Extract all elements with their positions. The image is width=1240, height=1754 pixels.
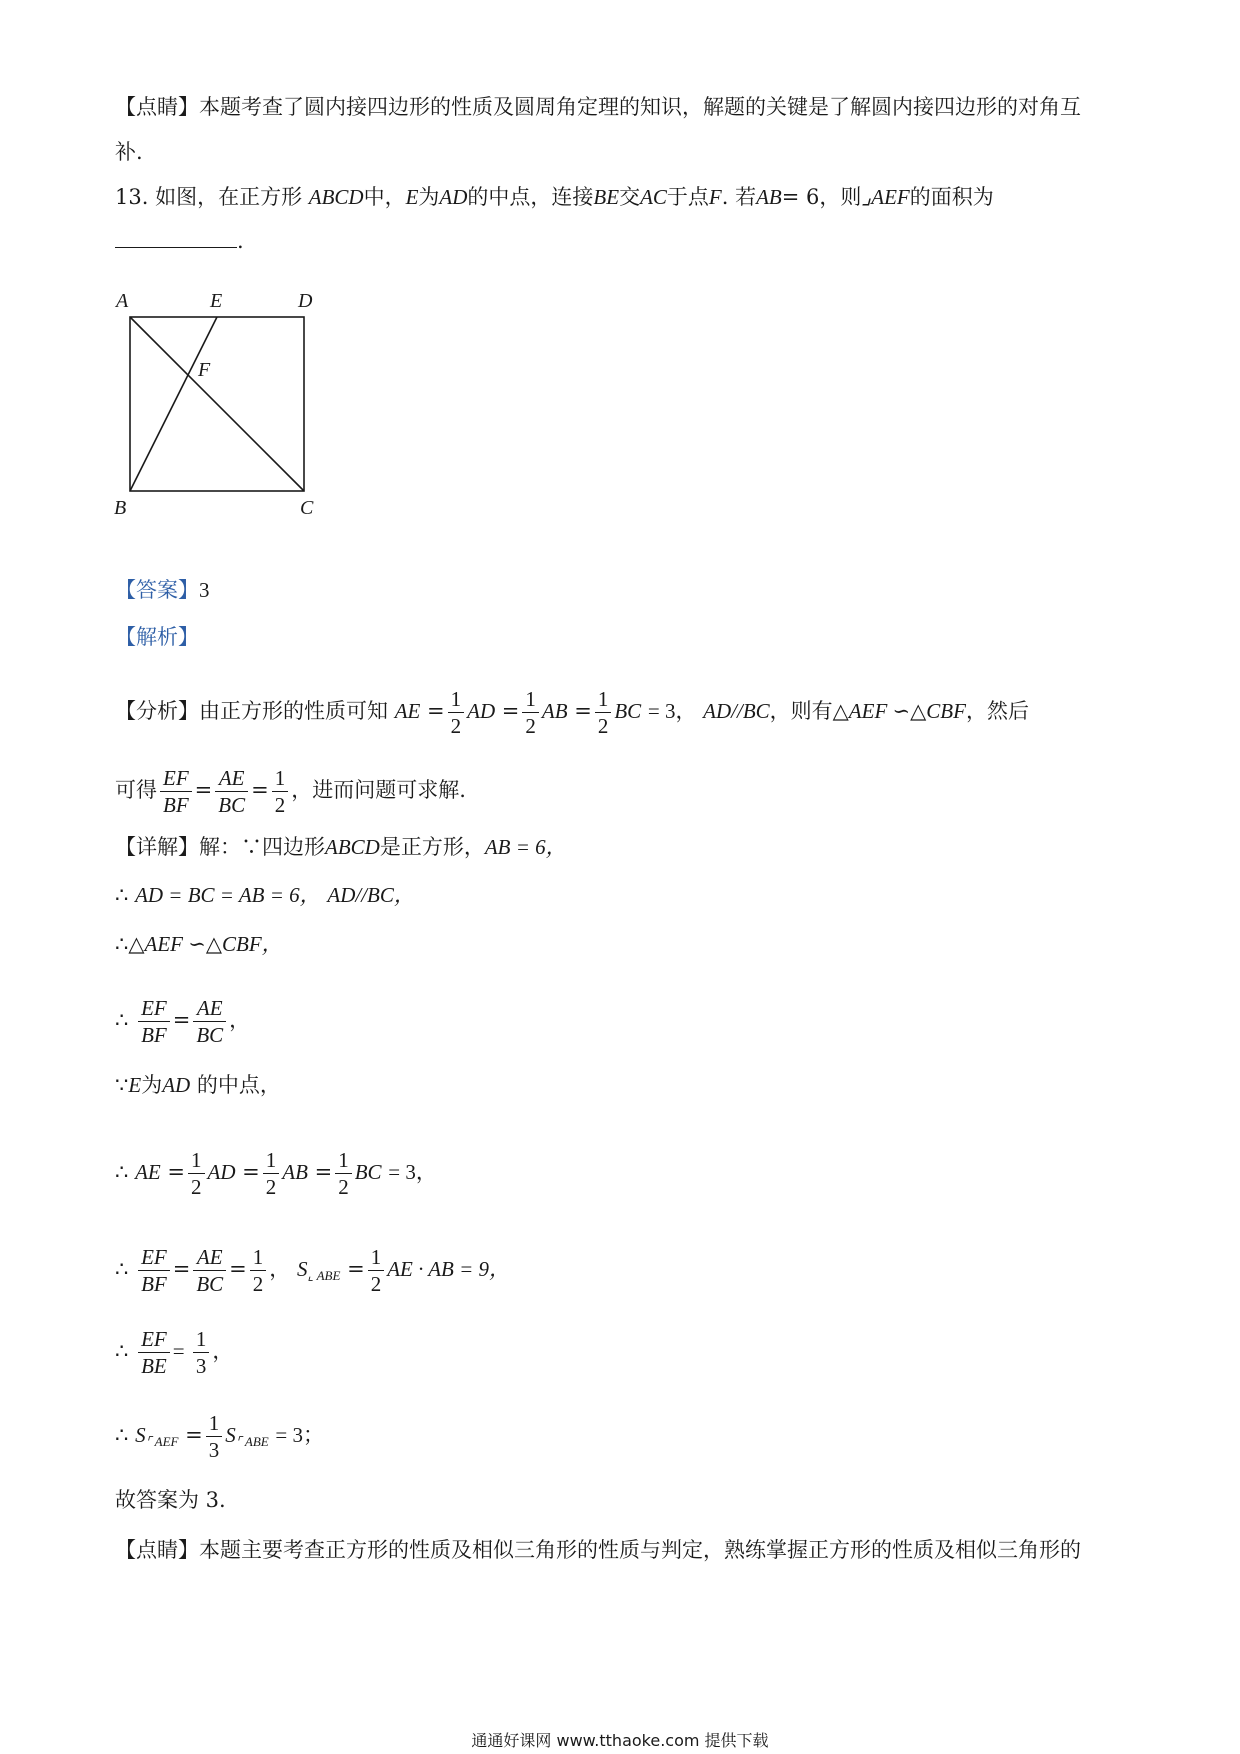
question-text: 的中点，连接 — [467, 185, 594, 209]
fraction — [368, 1244, 385, 1297]
analysis-line-1: 【分析】由正方形的性质可知 AE = $\frac{1}{2}$ AD = $\frac{1}{2}$ AB = $\frac{1}{2}$ BC = 3， AD//BC，则有△AEF ∽△CBF，然后 — [115, 687, 1029, 738]
prev-note-text-2: 补. — [115, 140, 143, 164]
summary-line — [115, 1535, 1081, 1565]
denominator: 2 — [525, 714, 536, 738]
area-subscript: ⌜ ABE — [235, 1434, 269, 1449]
area-symbol: S — [225, 1423, 236, 1447]
detail-text: 解：∵四边形 — [199, 835, 325, 859]
denominator: BF — [163, 793, 189, 817]
therefore-symbol: ∴ — [115, 1423, 129, 1447]
numerator: 1 — [448, 686, 465, 713]
analysis-text: 可得 — [115, 778, 157, 802]
label-c: C — [300, 497, 314, 519]
denominator: 2 — [252, 1272, 264, 1296]
fraction — [193, 1244, 226, 1297]
question-text: . 若 — [721, 185, 757, 209]
area-symbol: S — [296, 1257, 308, 1281]
numerator: 1 — [595, 686, 612, 713]
fraction — [138, 1244, 170, 1297]
fraction — [272, 765, 289, 818]
square-figure — [100, 282, 340, 522]
numerator: 1 — [188, 1147, 205, 1174]
therefore-symbol: ∴ — [115, 883, 129, 907]
label-e: E — [210, 290, 223, 312]
therefore-symbol: ∴ — [115, 1339, 129, 1363]
detail-line-8 — [115, 1326, 233, 1379]
math-parallel: AD//BC， — [327, 883, 415, 907]
area-subscript: ⌜ AEF — [145, 1434, 179, 1449]
analysis-text: ，则有 — [769, 699, 833, 723]
equals-three: = 3； — [275, 1423, 324, 1447]
analysis-text: ，然后 — [965, 699, 1029, 723]
answer-value: 3 — [199, 578, 210, 602]
summary-tag: 【点睛】 — [115, 1538, 199, 1562]
fraction — [448, 686, 465, 739]
math-ad: AD — [439, 185, 468, 209]
equals-three: = 3， — [388, 1160, 437, 1184]
math-be: BE — [593, 185, 620, 209]
numerator: 1 — [193, 1326, 210, 1353]
denominator: 2 — [597, 714, 609, 738]
detail-tag: 【详解】 — [115, 835, 199, 859]
numerator: 1 — [335, 1147, 352, 1174]
blank-period: . — [237, 229, 244, 253]
math-parallel: AD//BC — [703, 699, 770, 723]
segment-be — [130, 317, 217, 491]
math-product: AE · AB = 9， — [387, 1257, 511, 1281]
math-e: E — [128, 1073, 142, 1097]
math-ae: AE — [135, 1160, 161, 1184]
analysis-sub-tag: 【分析】 — [115, 699, 199, 723]
denominator: 2 — [338, 1175, 349, 1199]
because-symbol: ∵ — [115, 1073, 129, 1097]
question-text: = 6，则 — [781, 185, 862, 209]
fraction — [193, 1326, 210, 1379]
math-bc: BC — [614, 699, 642, 723]
denominator: BC — [196, 1023, 224, 1047]
fraction — [595, 686, 612, 739]
analysis-text: 由正方形的性质可知 — [199, 699, 388, 723]
denominator: BC — [196, 1272, 224, 1296]
denominator: BF — [141, 1272, 167, 1296]
fraction — [138, 995, 170, 1048]
comma: ， — [269, 1257, 291, 1281]
math-similar: △AEF ∽△CBF， — [128, 932, 283, 956]
denominator: 2 — [191, 1175, 202, 1199]
math-abcd: ABCD — [308, 185, 364, 209]
numerator: AE — [193, 1244, 226, 1271]
math-ac: AC — [640, 185, 667, 209]
denominator: 3 — [195, 1354, 207, 1378]
math-ad: AD — [162, 1073, 191, 1097]
therefore-symbol: ∴ — [115, 1257, 129, 1281]
math-ab: AB — [756, 185, 782, 209]
denominator: 2 — [370, 1272, 382, 1296]
therefore-symbol: ∴ — [115, 1160, 129, 1184]
detail-text: 为 — [141, 1073, 163, 1097]
question-text: 为 — [418, 185, 440, 209]
denominator: BC — [218, 793, 246, 817]
math-ad: AD — [207, 1160, 236, 1184]
detail-line-9: ∴ $S_{⌜ AEF}$ = $\frac{1}{3}$ $S_{⌜ ABE} = 3$； — [115, 1411, 324, 1462]
detail-line-4: ∴ $\frac{EF}{BF}$ = $\frac{AE}{BC}$ ， — [115, 996, 251, 1047]
equals: = — [172, 1339, 190, 1363]
fraction — [206, 1410, 223, 1463]
math-ab: AB — [282, 1160, 308, 1184]
detail-line-3 — [115, 929, 283, 959]
detail-line-1 — [115, 832, 567, 862]
equals-three: = 3， — [647, 699, 697, 723]
label-a: A — [116, 290, 129, 312]
label-d: D — [298, 290, 313, 312]
answer-blank — [115, 227, 237, 248]
question-text: 的面积为 — [909, 185, 994, 209]
math-e: E — [405, 185, 419, 209]
fraction — [138, 1326, 170, 1379]
denominator: 2 — [274, 793, 286, 817]
math-bc: BC — [354, 1160, 382, 1184]
fraction — [188, 1147, 205, 1200]
label-b: B — [114, 497, 127, 519]
numerator: 1 — [522, 686, 539, 713]
analysis-tag: 【解析】 — [115, 625, 199, 649]
analysis-heading — [115, 622, 199, 652]
area-symbol: S — [135, 1423, 146, 1447]
answer-tag: 【答案】 — [115, 578, 199, 602]
fraction — [335, 1147, 352, 1200]
answer-blank-line — [115, 226, 244, 256]
label-f: F — [198, 359, 211, 381]
prev-note-text: 本题考查了圆内接四边形的性质及圆周角定理的知识，解题的关键是了解圆内接四边形的对角互 — [199, 95, 1081, 119]
math-ab-eq: AB = 6， — [484, 835, 567, 859]
math-ab: AB — [541, 699, 568, 723]
numerator: 1 — [368, 1244, 385, 1271]
fraction — [250, 1244, 267, 1297]
fraction — [215, 765, 248, 818]
math-f: F — [708, 185, 722, 209]
math-aef: ⌟AEF — [861, 185, 910, 209]
analysis-line-2: 可得 $\frac{EF}{BF}$ = $\frac{AE}{BC}$ = $\frac{1}{2}$ ，进而问题可求解. — [115, 766, 466, 817]
denominator: BF — [141, 1023, 167, 1047]
numerator: EF — [138, 995, 170, 1022]
comma: ， — [229, 1008, 251, 1032]
denominator: 2 — [265, 1175, 277, 1199]
math-ad: AD — [467, 699, 496, 723]
numerator: 1 — [206, 1410, 223, 1437]
question-13 — [115, 182, 994, 212]
fraction — [193, 995, 226, 1048]
summary-text: 本题主要考查正方形的性质及相似三角形的性质与判定，熟练掌握正方形的性质及相似三角形的 — [199, 1538, 1081, 1562]
denominator: BE — [141, 1354, 167, 1378]
detail-line-6: ∴ AE = $\frac{1}{2}$ AD = $\frac{1}{2}$ AB = $\frac{1}{2}$ BC = 3， — [115, 1148, 437, 1199]
prev-note-cont — [115, 137, 143, 167]
numerator: 1 — [272, 765, 289, 792]
conclusion-line — [115, 1485, 226, 1515]
numerator: EF — [138, 1244, 170, 1271]
fraction — [522, 686, 539, 739]
numerator: AE — [215, 765, 248, 792]
detail-text: 的中点， — [196, 1073, 281, 1097]
numerator: AE — [193, 995, 226, 1022]
area-subscript: ⌞ ABE — [307, 1268, 341, 1283]
conclusion-text: 故答案为 3. — [115, 1488, 226, 1512]
fraction — [263, 1147, 280, 1200]
numerator: EF — [138, 1326, 170, 1353]
math-equalities: AD = BC = AB = 6， — [135, 883, 321, 907]
math-similar: △AEF ∽△CBF — [832, 699, 966, 723]
math-abcd: ABCD — [325, 835, 380, 859]
prev-note-tag: 【点睛】 — [115, 95, 199, 119]
analysis-text: ，进而问题可求解. — [291, 778, 466, 802]
math-ae: AE — [394, 699, 421, 723]
detail-text: 是正方形， — [379, 835, 485, 859]
question-text: 于点 — [666, 185, 709, 209]
detail-line-7: ∴ $\frac{EF}{BF}$ = $\frac{AE}{BC}$ = $\frac{1}{2}$ ， $S_{⌞ ABE}$ = $\frac{1}{2}$ AE · AB = 9， — [115, 1245, 511, 1296]
question-text: 13. 如图，在正方形 — [115, 185, 303, 209]
therefore-symbol: ∴ — [115, 932, 129, 956]
detail-line-2 — [115, 880, 415, 910]
fraction — [160, 765, 192, 818]
page-footer: 通通好课网 www.tthaoke.com 提供下载 — [471, 1731, 769, 1750]
denominator: 3 — [208, 1438, 220, 1462]
detail-line-5 — [115, 1070, 281, 1100]
answer-line — [115, 575, 210, 605]
prev-note — [115, 92, 1081, 122]
numerator: EF — [160, 765, 192, 792]
numerator: 1 — [250, 1244, 267, 1271]
numerator: 1 — [263, 1147, 280, 1174]
denominator: 2 — [450, 714, 462, 738]
therefore-symbol: ∴ — [115, 1008, 129, 1032]
comma: ， — [212, 1339, 234, 1363]
diagonal-ac — [130, 317, 304, 491]
question-text: 交 — [619, 185, 641, 209]
question-text: 中， — [363, 185, 406, 209]
